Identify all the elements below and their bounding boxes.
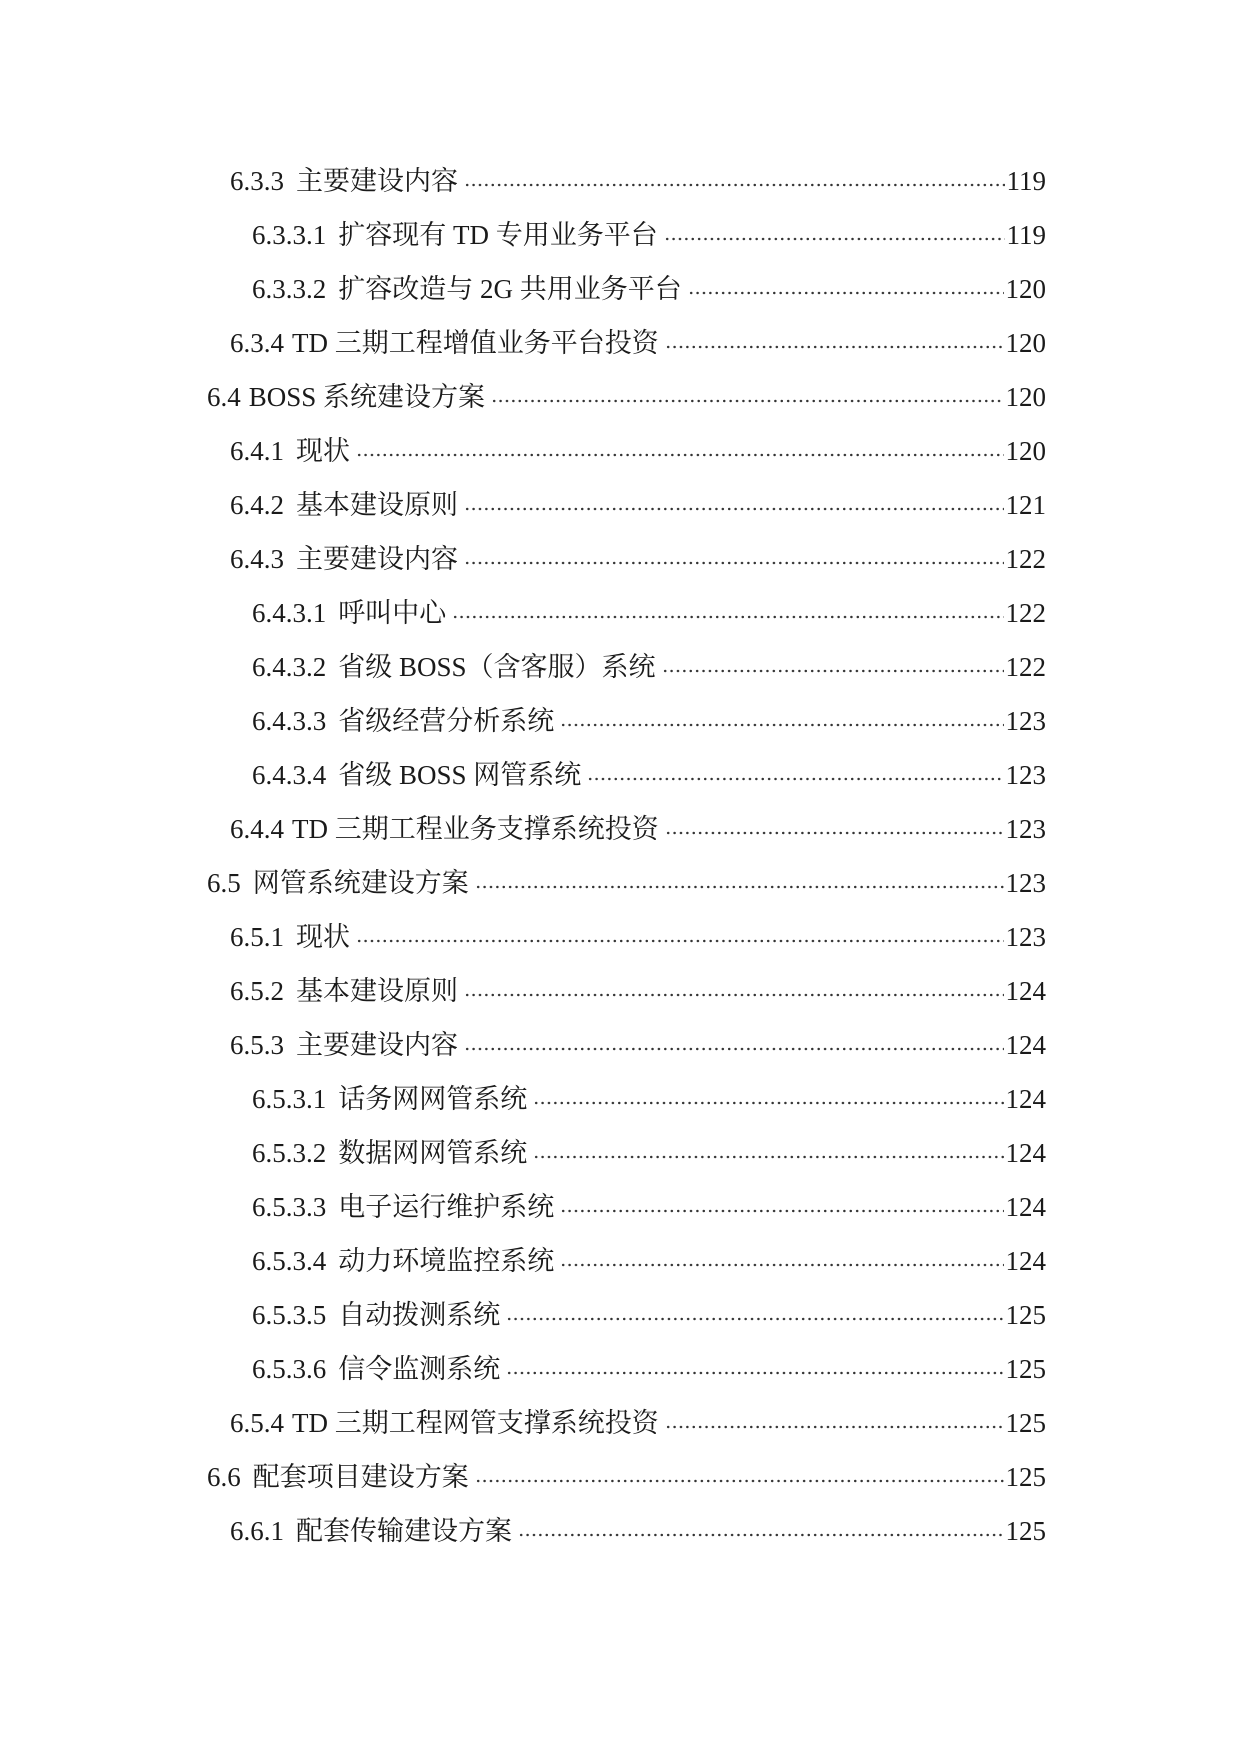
toc-entry-page: 119 <box>1006 166 1046 196</box>
toc-entry-number: 6.5.3.2 <box>252 1138 327 1168</box>
toc-entry-page: 123 <box>1005 868 1046 898</box>
toc-entry-title: 省级经营分析系统 <box>338 706 555 736</box>
toc-entry-title: 现状 <box>296 436 350 466</box>
dot-leader <box>518 1531 1004 1539</box>
dot-leader <box>506 1315 1003 1323</box>
toc-entry-title: TD 三期工程网管支撑系统投资 <box>292 1408 659 1438</box>
toc-entry[interactable] <box>230 482 1046 522</box>
toc-entry-page: 124 <box>1005 1084 1046 1114</box>
dot-leader <box>452 613 1003 621</box>
toc-entry-title: BOSS 系统建设方案 <box>248 382 486 412</box>
toc-entry-page: 125 <box>1005 1516 1046 1546</box>
toc-entry-number: 6.3.4 <box>230 328 284 358</box>
toc-entry-page: 124 <box>1005 1246 1046 1276</box>
toc-entry-number: 6.5.3.5 <box>252 1300 327 1330</box>
dot-leader <box>506 1369 1003 1377</box>
toc-entry[interactable] <box>230 1022 1046 1062</box>
toc-entry-page: 124 <box>1005 1192 1046 1222</box>
toc-entry-number: 6.5.4 <box>230 1408 284 1438</box>
dot-leader <box>664 235 1005 243</box>
dot-leader <box>464 1045 1004 1053</box>
toc-entry-title: 基本建设原则 <box>296 976 458 1006</box>
toc-entry[interactable] <box>230 968 1046 1008</box>
toc-entry-title: TD 三期工程增值业务平台投资 <box>292 328 659 358</box>
toc-entry-page: 122 <box>1005 544 1046 574</box>
toc-entry-number: 6.5.3.6 <box>252 1354 327 1384</box>
toc-entry-title: 基本建设原则 <box>296 490 458 520</box>
toc-entry-page: 120 <box>1005 382 1046 412</box>
toc-entry[interactable] <box>252 1184 1046 1224</box>
toc-entry-title: 配套项目建设方案 <box>252 1462 469 1492</box>
toc-entry-title: 呼叫中心 <box>338 598 447 628</box>
toc-entry-title: 话务网网管系统 <box>338 1084 528 1114</box>
toc-entry-number: 6.4.3.4 <box>252 760 327 790</box>
toc-entry-title: 扩容改造与 2G 共用业务平台 <box>338 274 682 304</box>
toc-entry[interactable] <box>252 1346 1046 1386</box>
toc-entry-number: 6.3.3.2 <box>252 274 327 304</box>
toc-entry[interactable] <box>252 1238 1046 1278</box>
toc-entry[interactable] <box>252 590 1046 630</box>
toc-entry[interactable] <box>252 212 1046 252</box>
toc-entry-title: 主要建设内容 <box>296 166 458 196</box>
toc-entry-page: 123 <box>1005 922 1046 952</box>
dot-leader <box>560 721 1003 729</box>
dot-leader <box>491 397 1003 405</box>
toc-entry-number: 6.4 <box>207 382 241 412</box>
toc-entry-number: 6.5.2 <box>230 976 284 1006</box>
toc-entry[interactable] <box>230 806 1046 846</box>
toc-entry-page: 123 <box>1005 760 1046 790</box>
toc-entry-title: TD 三期工程业务支撑系统投资 <box>292 814 659 844</box>
toc-entry-number: 6.3.3 <box>230 166 284 196</box>
toc-entry[interactable] <box>252 698 1046 738</box>
toc-entry[interactable] <box>230 428 1046 468</box>
dot-leader <box>464 505 1004 513</box>
dot-leader <box>560 1207 1003 1215</box>
dot-leader <box>688 289 1004 297</box>
toc-entry-page: 122 <box>1005 652 1046 682</box>
toc-entry-number: 6.4.3 <box>230 544 284 574</box>
toc-entry[interactable] <box>230 1508 1046 1548</box>
toc-entry-page: 124 <box>1005 976 1046 1006</box>
toc-entry-title: 配套传输建设方案 <box>296 1516 512 1546</box>
dot-leader <box>464 991 1004 999</box>
toc-entry-page: 119 <box>1006 220 1046 250</box>
dot-leader <box>475 883 1004 891</box>
toc-entry-page: 122 <box>1005 598 1046 628</box>
toc-entry[interactable] <box>230 914 1046 954</box>
dot-leader <box>464 181 1005 189</box>
toc-entry-page: 121 <box>1005 490 1046 520</box>
toc-entry-page: 125 <box>1005 1408 1046 1438</box>
toc-entry-number: 6.6.1 <box>230 1516 284 1546</box>
toc-entry-number: 6.4.1 <box>230 436 284 466</box>
toc-entry-page: 124 <box>1005 1138 1046 1168</box>
dot-leader <box>560 1261 1003 1269</box>
toc-entry[interactable] <box>230 536 1046 576</box>
dot-leader <box>356 451 1004 459</box>
toc-entry-page: 123 <box>1005 814 1046 844</box>
dot-leader <box>356 937 1004 945</box>
dot-leader <box>665 1423 1004 1431</box>
toc-entry-title: 主要建设内容 <box>296 544 458 574</box>
toc-entry-number: 6.5.3.4 <box>252 1246 327 1276</box>
toc-entry-title: 动力环境监控系统 <box>338 1246 555 1276</box>
toc-entry-page: 125 <box>1005 1300 1046 1330</box>
toc-entry-title: 数据网网管系统 <box>338 1138 528 1168</box>
toc-entry-number: 6.4.4 <box>230 814 284 844</box>
toc-entry-number: 6.4.3.2 <box>252 652 327 682</box>
toc-entry[interactable] <box>252 1076 1046 1116</box>
toc-entry-number: 6.5.3.1 <box>252 1084 327 1114</box>
toc-entry-page: 120 <box>1005 328 1046 358</box>
toc-entry-number: 6.4.3.3 <box>252 706 327 736</box>
toc-entry[interactable] <box>252 266 1046 306</box>
toc-entry[interactable] <box>252 752 1046 792</box>
toc-entry-page: 123 <box>1005 706 1046 736</box>
toc-entry[interactable] <box>207 1454 1046 1494</box>
toc-entry-number: 6.6 <box>207 1462 241 1492</box>
toc-entry-page: 124 <box>1005 1030 1046 1060</box>
dot-leader <box>665 343 1004 351</box>
toc-entry-number: 6.5.3.3 <box>252 1192 327 1222</box>
dot-leader <box>587 775 1003 783</box>
dot-leader <box>665 829 1004 837</box>
toc-entry-number: 6.4.3.1 <box>252 598 327 628</box>
toc-entry-number: 6.4.2 <box>230 490 284 520</box>
dot-leader <box>533 1153 1003 1161</box>
toc-entry[interactable] <box>207 860 1046 900</box>
dot-leader <box>475 1477 1004 1485</box>
toc-entry-title: 自动拨测系统 <box>338 1300 501 1330</box>
toc-entry[interactable] <box>230 1400 1046 1440</box>
toc-entry-title: 主要建设内容 <box>296 1030 458 1060</box>
toc-entry-number: 6.5 <box>207 868 241 898</box>
toc-entry-number: 6.5.1 <box>230 922 284 952</box>
toc-entry-title: 现状 <box>296 922 350 952</box>
toc-entry-page: 120 <box>1005 436 1046 466</box>
toc-entry[interactable] <box>252 1292 1046 1332</box>
toc-entry[interactable] <box>207 374 1046 414</box>
toc-entry-title: 电子运行维护系统 <box>338 1192 555 1222</box>
toc-entry[interactable] <box>230 158 1046 198</box>
toc-entry[interactable] <box>252 1130 1046 1170</box>
dot-leader <box>464 559 1004 567</box>
toc-entry-title: 扩容现有 TD 专用业务平台 <box>338 220 658 250</box>
toc-entry-title: 省级 BOSS 网管系统 <box>338 760 582 790</box>
toc-entry-number: 6.5.3 <box>230 1030 284 1060</box>
toc-entry-page: 125 <box>1005 1354 1046 1384</box>
toc-entry-number: 6.3.3.1 <box>252 220 327 250</box>
toc-entry-title: 省级 BOSS（含客服）系统 <box>338 652 656 682</box>
toc-entry[interactable] <box>252 644 1046 684</box>
toc-entry-title: 信令监测系统 <box>338 1354 501 1384</box>
dot-leader <box>662 667 1004 675</box>
toc-entry-page: 120 <box>1005 274 1046 304</box>
toc-entry-title: 网管系统建设方案 <box>252 868 469 898</box>
toc-entry[interactable] <box>230 320 1046 360</box>
toc-entry-page: 125 <box>1005 1462 1046 1492</box>
dot-leader <box>533 1099 1003 1107</box>
